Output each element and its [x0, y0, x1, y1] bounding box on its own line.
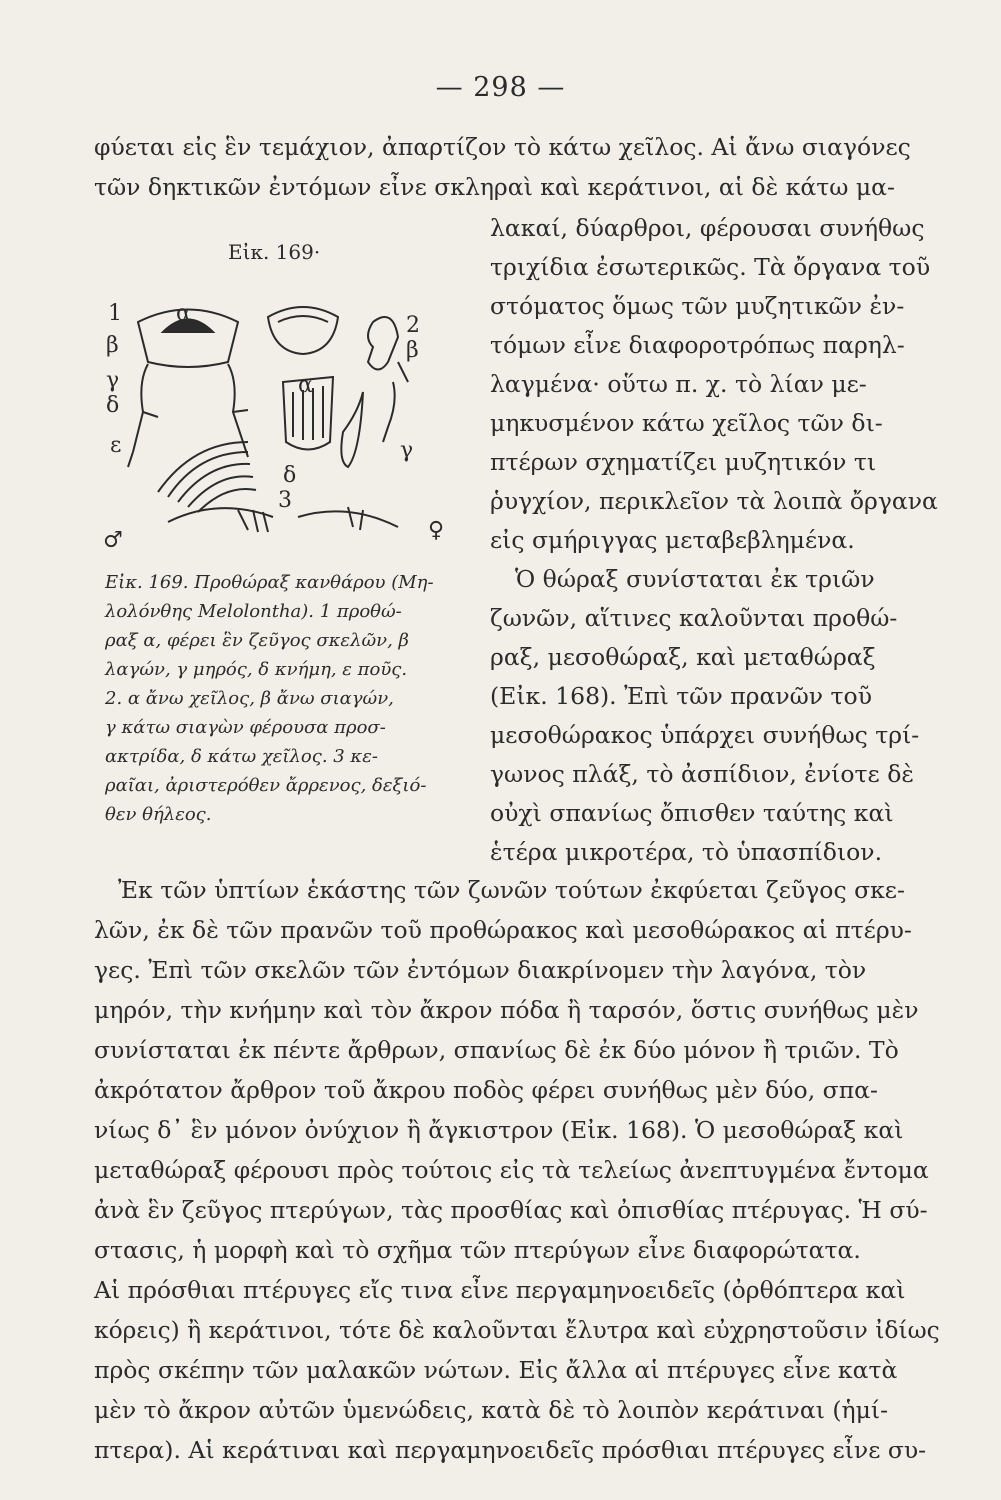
- text-line: εἰς σμήριγγας μεταβεβλημένα.: [490, 526, 855, 554]
- figure-label-delta: δ: [106, 393, 120, 418]
- caption-line: Εἰκ. 169. Προθώραξ κανθάρου (Μη-: [105, 572, 434, 593]
- text-line: πτέρων σχηματίζει μυζητικόν τι: [490, 448, 877, 476]
- text-line: μηρόν, τὴν κνήμην καὶ τὸν ἄκρον πόδα ἢ ταρσόν, ὅστις συνήθως μὲν: [94, 996, 919, 1024]
- female-antenna-shape: [298, 507, 398, 530]
- caption-line: 2. α ἄνω χεῖλος, β ἄνω σιαγών,: [105, 688, 394, 709]
- text-line: οὐχὶ σπανίως ὄπισθεν ταύτης καὶ: [490, 799, 894, 827]
- text-line: πτερα). Αἱ κεράτιναι καὶ περγαμηνοειδεῖς πρόσθιαι πτέρυγες εἶνε συ-: [94, 1436, 927, 1464]
- figure-illustration: [98, 292, 478, 557]
- text-line: ῥυγχίον, περικλεῖον τὰ λοιπὰ ὄργανα: [490, 487, 938, 515]
- text-line: τριχίδια ἐσωτερικῶς. Τὰ ὄργανα τοῦ: [490, 253, 931, 281]
- text-line: στασις, ἡ μορφὴ καὶ τὸ σχῆμα τῶν πτερύγων εἶνε διαφορώτατα.: [94, 1236, 861, 1264]
- figure-label-gamma: γ: [106, 368, 120, 393]
- caption-line: ραξ α, φέρει ἓν ζεῦγος σκελῶν, β: [105, 630, 409, 651]
- caption-line: θεν θήλεος.: [105, 804, 212, 825]
- figure-label-2-alpha: α: [298, 373, 313, 398]
- figure-label-2-delta: δ: [283, 463, 297, 488]
- page-number: — 298 —: [435, 72, 566, 103]
- mandible-shape: [368, 317, 398, 370]
- caption-line: γ κάτω σιαγὼν φέρουσα προσ-: [105, 717, 386, 738]
- figure-label-3: 3: [278, 488, 292, 513]
- text-line: φύεται εἰς ἓν τεμάχιον, ἀπαρτίζον τὸ κάτω χεῖλος. Αἱ ἄνω σιαγόνες: [94, 133, 911, 161]
- text-line: μεταθώραξ φέρουσι πρὸς τούτοις εἰς τὰ τελείως ἀνεπτυγμένα ἔντομα: [94, 1156, 929, 1184]
- text-line: ζωνῶν, αἵτινες καλοῦνται προθώ-: [490, 604, 898, 632]
- figure-title: Εἰκ. 169·: [228, 240, 321, 264]
- figure-label-beta: β: [106, 333, 119, 358]
- figure-label-2-beta: β: [406, 338, 419, 363]
- text-line: τόμων εἶνε διαφοροτρόπως παρηλ-: [490, 331, 905, 359]
- female-symbol: ♀: [428, 518, 445, 543]
- text-line: στόματος ὅμως τῶν μυζητικῶν ἐν-: [490, 292, 905, 320]
- text-line: μηκυσμένον κάτω χεῖλος τῶν δι-: [490, 409, 883, 437]
- text-line: Ὁ θώραξ συνίσταται ἐκ τριῶν: [515, 565, 875, 593]
- text-line: κόρεις) ἢ κεράτινοι, τότε δὲ καλοῦνται ἔλυτρα καὶ εὐχρηστοῦσιν ἰδίως: [94, 1316, 940, 1344]
- figure-label-epsilon: ε: [110, 433, 122, 458]
- caption-line: λολόνθης Melolontha). 1 προθώ-: [105, 601, 402, 622]
- male-antenna-shape: [168, 508, 273, 532]
- figure-label-1: 1: [108, 301, 122, 326]
- text-line: μεσοθώρακος ὑπάρχει συνήθως τρί-: [490, 721, 920, 749]
- text-line: Αἱ πρόσθιαι πτέρυγες εἴς τινα εἶνε περγαμηνοειδεῖς (ὀρθόπτερα καὶ: [94, 1276, 906, 1304]
- text-line: πρὸς σκέπην τῶν μαλακῶν νώτων. Εἰς ἄλλα αἱ πτέρυγες εἶνε κατὰ: [94, 1356, 898, 1384]
- text-line: νίως δ᾽ ἓν μόνον ὀνύχιον ἢ ἄγκιστρον (Εἰκ. 168). Ὁ μεσοθώραξ καὶ: [94, 1116, 904, 1144]
- text-line: τῶν δηκτικῶν ἐντόμων εἶνε σκληραὶ καὶ κεράτινοι, αἱ δὲ κάτω μα-: [94, 173, 895, 201]
- beetle-anatomy-figure: [98, 292, 478, 557]
- upper-lip-shape: [268, 307, 338, 354]
- caption-line: ακτρίδα, δ κάτω χεῖλος. 3 κε-: [105, 746, 378, 767]
- text-line: γες. Ἐπὶ τῶν σκελῶν τῶν ἐντόμων διακρίνομεν τὴν λαγόνα, τὸν: [94, 956, 867, 984]
- figure-label-2: 2: [406, 313, 420, 338]
- text-line: συνίσταται ἐκ πέντε ἄρθρων, σπανίως δὲ ἐκ δύο μόνον ἢ τριῶν. Τὸ: [94, 1036, 899, 1064]
- figure-label-alpha: α: [176, 301, 191, 326]
- text-line: λῶν, ἐκ δὲ τῶν πρανῶν τοῦ προθώρακος καὶ μεσοθώρακος αἱ πτέρυ-: [94, 916, 912, 944]
- figure-label-2-gamma: γ: [400, 438, 414, 463]
- male-symbol: ♂: [103, 528, 123, 553]
- text-line: γωνος πλάξ, τὸ ἀσπίδιον, ἐνίοτε δὲ: [490, 760, 914, 788]
- text-line: ἀνὰ ἓν ζεῦγος πτερύγων, τὰς προσθίας καὶ ὀπισθίας πτέρυγας. Ἡ σύ-: [94, 1196, 928, 1224]
- caption-line: λαγών, γ μηρός, δ κνήμη, ε ποῦς.: [105, 659, 408, 680]
- text-line: μὲν τὸ ἄκρον αὐτῶν ὑμενώδεις, κατὰ δὲ τὸ λοιπὸν κεράτιναι (ἡμί-: [94, 1396, 889, 1424]
- text-line: ραξ, μεσοθώραξ, καὶ μεταθώραξ: [490, 643, 876, 671]
- text-line: Ἐκ τῶν ὑπτίων ἑκάστης τῶν ζωνῶν τούτων ἐκφύεται ζεῦγος σκε-: [118, 876, 905, 904]
- text-line: λακαί, δύαρθροι, φέρουσαι συνήθως: [490, 214, 925, 242]
- text-line: ἀκρότατον ἄρθρον τοῦ ἄκρου ποδὸς φέρει συνήθως μὲν δύο, σπα-: [94, 1076, 878, 1104]
- text-line: (Εἰκ. 168). Ἐπὶ τῶν πρανῶν τοῦ: [490, 682, 872, 710]
- text-line: λαγμένα· οὕτω π. χ. τὸ λίαν με-: [490, 370, 867, 398]
- text-line: ἑτέρα μικροτέρα, τὸ ὑπασπίδιον.: [490, 838, 883, 866]
- caption-line: ραῖαι, ἀριστερόθεν ἄρρενος, δεξιό-: [105, 775, 427, 796]
